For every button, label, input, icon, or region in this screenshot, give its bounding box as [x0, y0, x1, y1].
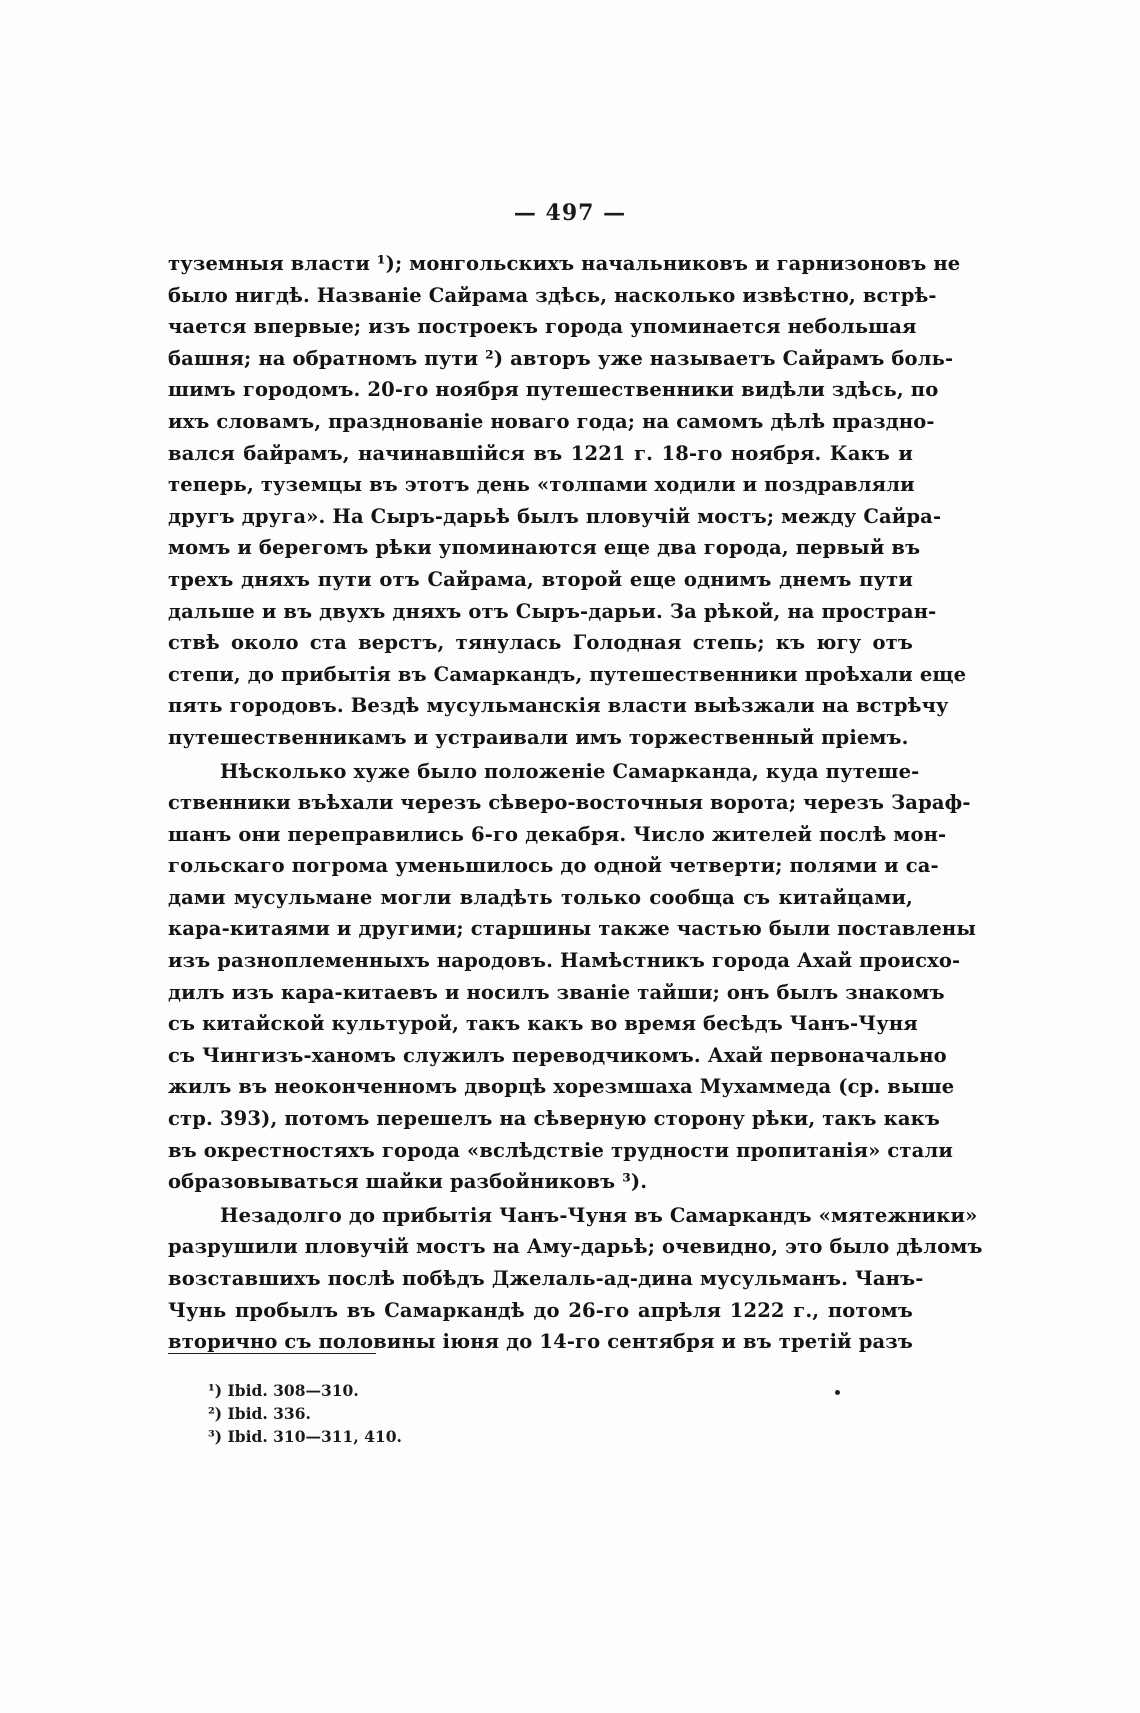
text-line: вался байрамъ, начинавшійся въ 1221 г. 18-го ноября. Какъ и	[168, 441, 913, 465]
text-line: момъ и берегомъ рѣки упоминаются еще два города, первый въ	[168, 536, 921, 560]
text-line: съ Чингизъ-ханомъ служилъ переводчикомъ. Ахай первоначально	[168, 1043, 947, 1067]
footnote-rule	[168, 1353, 376, 1354]
text-line: стр. 393), потомъ перешелъ на сѣверную сторону рѣки, такъ какъ	[168, 1107, 940, 1131]
text-line: Незадолго до прибытія Чанъ-Чуня въ Самаркандъ «мятежники»	[220, 1203, 978, 1227]
text-line: дальше и въ двухъ дняхъ отъ Сыръ-дарьи. За рѣкой, на простран-	[168, 599, 937, 623]
body-text	[168, 248, 983, 1358]
text-line: съ китайской культурой, такъ какъ во время бесѣдъ Чанъ-Чуня	[168, 1012, 918, 1036]
text-line: въ окрестностяхъ города «вслѣдствіе трудности пропитанія» стали	[168, 1138, 953, 1162]
text-line: образовываться шайки разбойниковъ ³).	[168, 1170, 648, 1194]
text-line: кара-китаями и другими; старшины также частью были поставлены	[168, 917, 977, 941]
text-line: изъ разноплеменныхъ народовъ. Намѣстникъ города Ахай происхо-	[168, 949, 961, 973]
text-line: Нѣсколько хуже было положеніе Самарканда, куда путеше-	[220, 759, 920, 783]
text-line: было нигдѣ. Названіе Сайрама здѣсь, насколько извѣстно, встрѣ-	[168, 283, 937, 307]
text-line: вторично съ половины іюня до 14-го сентября и въ третій разъ	[168, 1330, 913, 1354]
text-line: шанъ они переправились 6-го декабря. Число жителей послѣ мон-	[168, 822, 947, 846]
text-line: гольскаго погрома уменьшилось до одной четверти; полями и са-	[168, 854, 939, 878]
text-line: туземныя власти ¹); монгольскихъ начальниковъ и гарнизоновъ не	[168, 252, 961, 275]
text-line: ихъ словамъ, празднованіе новаго года; на самомъ дѣлѣ праздно-	[168, 409, 935, 433]
text-line: разрушили пловучій мостъ на Аму-дарьѣ; очевидно, это было дѣломъ	[168, 1235, 983, 1259]
text-line: дилъ изъ кара-китаевъ и носилъ званіе тайши; онъ былъ знакомъ	[168, 980, 945, 1004]
text-line: другъ друга». На Сыръ-дарьѣ былъ пловучій мостъ; между Сайра-	[168, 504, 942, 528]
text-line: башня; на обратномъ пути ²) авторъ уже называетъ Сайрамъ боль-	[168, 346, 954, 370]
footnotes	[208, 1379, 808, 1448]
text-line: трехъ дняхъ пути отъ Сайрама, второй еще однимъ днемъ пути	[168, 567, 913, 591]
footnote-3: ³) Ibid. 310—311, 410.	[208, 1427, 402, 1446]
page-number: — 497 —	[513, 200, 627, 226]
text-line: чается впервые; изъ построекъ города упоминается небольшая	[168, 315, 917, 339]
text-line: степи, до прибытія въ Самаркандъ, путешественники проѣхали еще	[168, 662, 967, 686]
text-line: пять городовъ. Вездѣ мусульманскія власти выѣзжали на встрѣчу	[168, 694, 949, 718]
text-line: шимъ городомъ. 20-го ноября путешественники видѣли здѣсь, по	[168, 378, 939, 402]
footnote-1: ¹) Ibid. 308—310.	[208, 1381, 359, 1400]
text-line: дами мусульмане могли владѣть только сообща съ китайцами,	[168, 885, 913, 909]
text-line: ствѣ около ста верстъ, тянулась Голодная степь; къ югу отъ	[168, 631, 913, 655]
text-line: ственники въѣхали черезъ сѣверо-восточныя ворота; черезъ Зараф-	[168, 791, 971, 815]
text-line: Чунь пробылъ въ Самаркандѣ до 26-го апрѣля 1222 г., потомъ	[168, 1298, 913, 1322]
text-line: жилъ въ неоконченномъ дворцѣ хорезмшаха Мухаммеда (ср. выше	[168, 1075, 955, 1099]
text-line: теперь, туземцы въ этотъ день «толпами ходили и поздравляли	[168, 473, 915, 497]
text-line: путешественникамъ и устраивали имъ торжественный пріемъ.	[168, 725, 909, 749]
text-line: возставшихъ послѣ побѣдъ Джелаль-ад-дина мусульманъ. Чанъ-	[168, 1267, 924, 1290]
print-speck	[835, 1390, 840, 1395]
footnote-2: ²) Ibid. 336.	[208, 1404, 311, 1423]
